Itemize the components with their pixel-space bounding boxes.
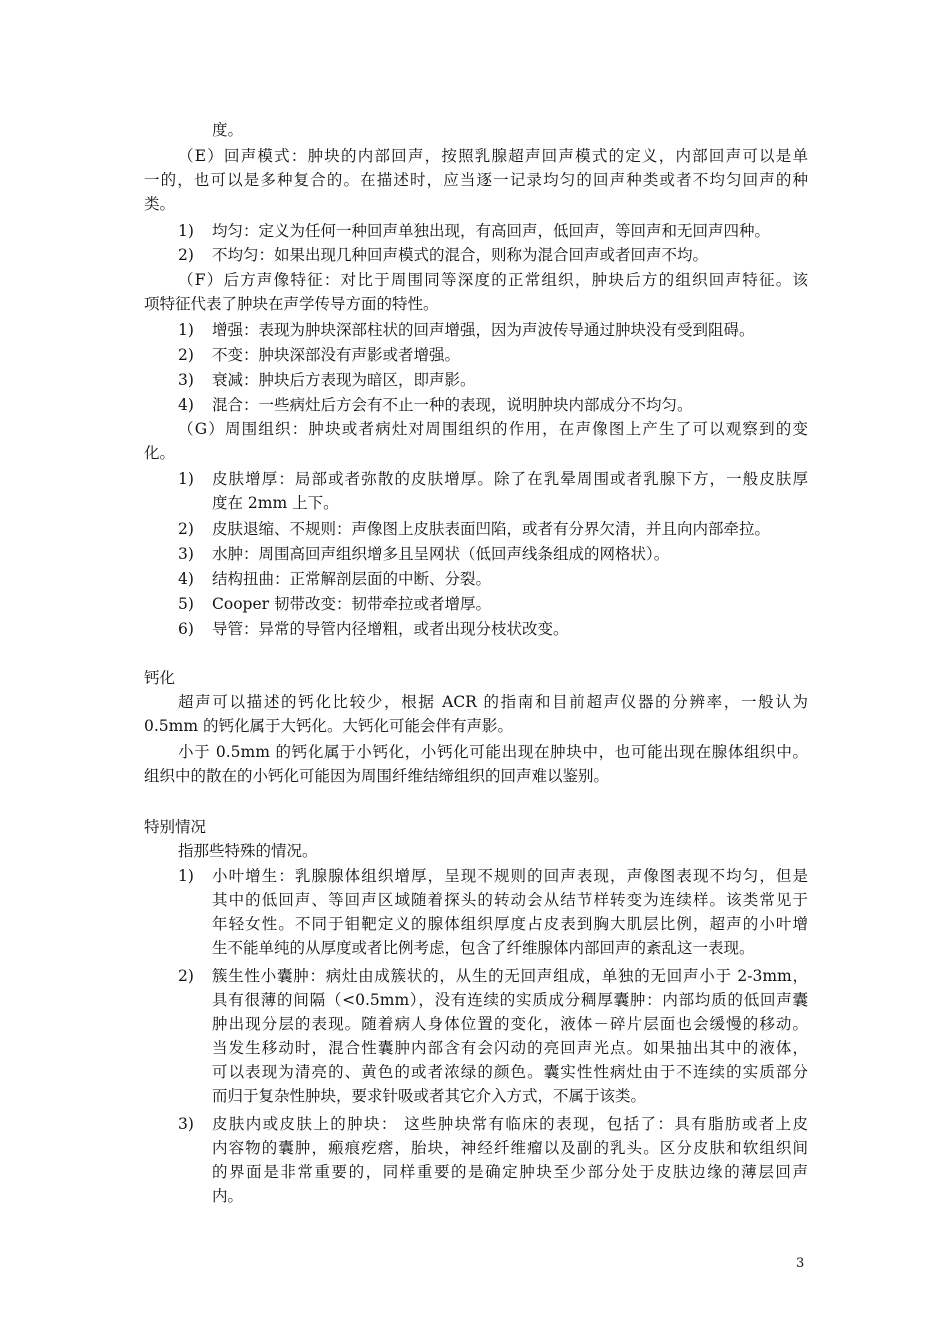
list-item: 皮肤退缩、不规则：声像图上皮肤表面凹陷，或者有分界欠清，并且向内部牵拉。 (212, 520, 771, 538)
list-item-continuation: 可以表现为清亮的、黄色的或者浓绿的颜色。囊实性性病灶由于不连续的实质部分 (212, 1063, 808, 1081)
list-item-continuation: 生不能单纯的从厚度或者比例考虑，包含了纤维腺体内部回声的紊乱这一表现。 (212, 939, 755, 957)
list-item: 皮肤内或皮肤上的肿块： 这些肿块常有临床的表现，包括了：具有脂肪或者上皮 (212, 1115, 808, 1133)
list-number: 2) (178, 967, 194, 985)
section-heading-special: 特别情况 (144, 818, 207, 836)
paragraph-line: 类。 (144, 195, 176, 213)
section-f-heading: （F）后方声像特征：对比于周围同等深度的正常组织，肿块后方的组织回声特征。该 (178, 271, 808, 289)
list-item: 混合：一些病灶后方会有不止一种的表现，说明肿块内部成分不均匀。 (212, 396, 693, 414)
list-item: 均匀：定义为任何一种回声单独出现，有高回声，低回声，等回声和无回声四种。 (212, 222, 771, 240)
list-item: 水肿：周围高回声组织增多且呈网状（低回声线条组成的网格状）。 (212, 545, 670, 563)
list-item: Cooper 韧带改变：韧带牵拉或者增厚。 (212, 595, 491, 613)
list-item-continuation: 度在 2mm 上下。 (212, 494, 339, 512)
list-number: 3) (178, 1115, 194, 1133)
list-number: 1) (178, 222, 194, 240)
list-item: 结构扭曲：正常解剖层面的中断、分裂。 (212, 570, 492, 588)
paragraph-line: 0.5mm 的钙化属于大钙化。大钙化可能会伴有声影。 (144, 717, 513, 735)
list-number: 2) (178, 346, 194, 364)
list-item-continuation: 内容物的囊肿，瘢痕疙瘩，胎块，神经纤维瘤以及副的乳头。区分皮肤和软组织间 (212, 1139, 808, 1157)
page-number: 3 (796, 1256, 805, 1271)
list-item-continuation: 的界面是非常重要的，同样重要的是确定肿块至少部分处于皮肤边缘的薄层回声 (212, 1163, 808, 1181)
list-number: 6) (178, 620, 194, 638)
list-number: 1) (178, 867, 194, 885)
list-number: 4) (178, 396, 194, 414)
paragraph-line: 指那些特殊的情况。 (178, 842, 318, 860)
paragraph-line: 化。 (144, 444, 176, 462)
list-item: 不变：肿块深部没有声影或者增强。 (212, 346, 461, 364)
list-number: 2) (178, 246, 194, 264)
list-item-continuation: 内。 (212, 1187, 244, 1205)
paragraph-line: 超声可以描述的钙化比较少，根据 ACR 的指南和目前超声仪器的分辨率，一般认为 (178, 693, 808, 711)
list-item: 簇生性小囊肿：病灶由成簇状的，从生的无回声组成，单独的无回声小于 2-3mm， (212, 967, 808, 985)
section-g-heading: （G）周围组织：肿块或者病灶对周围组织的作用，在声像图上产生了可以观察到的变 (178, 420, 808, 438)
list-item: 衰减：肿块后方表现为暗区，即声影。 (212, 371, 476, 389)
section-heading-calcification: 钙化 (144, 669, 176, 687)
continuation-line: 度。 (212, 121, 244, 139)
list-number: 5) (178, 595, 194, 613)
list-item-continuation: 当发生移动时，混合性囊肿内部含有会闪动的亮回声光点。如果抽出其中的液体， (212, 1039, 808, 1057)
list-number: 1) (178, 321, 194, 339)
paragraph-line: 组织中的散在的小钙化可能因为周围纤维结缔组织的回声难以鉴别。 (144, 767, 610, 785)
paragraph-line: 项特征代表了肿块在声学传导方面的特性。 (144, 295, 439, 313)
list-item-continuation: 而归于复杂性肿块，要求针吸或者其它介入方式，不属于该类。 (212, 1087, 647, 1105)
list-number: 4) (178, 570, 194, 588)
list-number: 1) (178, 470, 194, 488)
section-e-heading: （E）回声模式：肿块的内部回声，按照乳腺超声回声模式的定义，内部回声可以是单 (178, 147, 808, 165)
list-item: 增强：表现为肿块深部柱状的回声增强，因为声波传导通过肿块没有受到阻碍。 (212, 321, 755, 339)
list-item-continuation: 具有很薄的间隔（<0.5mm），没有连续的实质成分稠厚囊肿：内部均质的低回声囊 (212, 991, 808, 1009)
list-item: 导管：异常的导管内径增粗，或者出现分枝状改变。 (212, 620, 569, 638)
list-number: 2) (178, 520, 194, 538)
paragraph-line: 一的，也可以是多种复合的。在描述时，应当逐一记录均匀的回声种类或者不均匀回声的种 (144, 171, 808, 189)
paragraph-line: 小于 0.5mm 的钙化属于小钙化，小钙化可能出现在肿块中，也可能出现在腺体组织中。 (178, 743, 808, 761)
list-item: 小叶增生：乳腺腺体组织增厚，呈现不规则的回声表现，声像图表现不均匀，但是 (212, 867, 808, 885)
list-item-continuation: 肿出现分层的表现。随着病人身体位置的变化，液体－碎片层面也会缓慢的移动。 (212, 1015, 808, 1033)
list-item-continuation: 年轻女性。不同于钼靶定义的腺体组织厚度占皮表到胸大肌层比例，超声的小叶增 (212, 915, 808, 933)
list-item: 不均匀：如果出现几种回声模式的混合，则称为混合回声或者回声不均。 (212, 246, 709, 264)
list-number: 3) (178, 545, 194, 563)
list-number: 3) (178, 371, 194, 389)
list-item-continuation: 其中的低回声、等回声区域随着探头的转动会从结节样转变为连续样。该类常见于 (212, 891, 808, 909)
list-item: 皮肤增厚：局部或者弥散的皮肤增厚。除了在乳晕周围或者乳腺下方，一般皮肤厚 (212, 470, 808, 488)
